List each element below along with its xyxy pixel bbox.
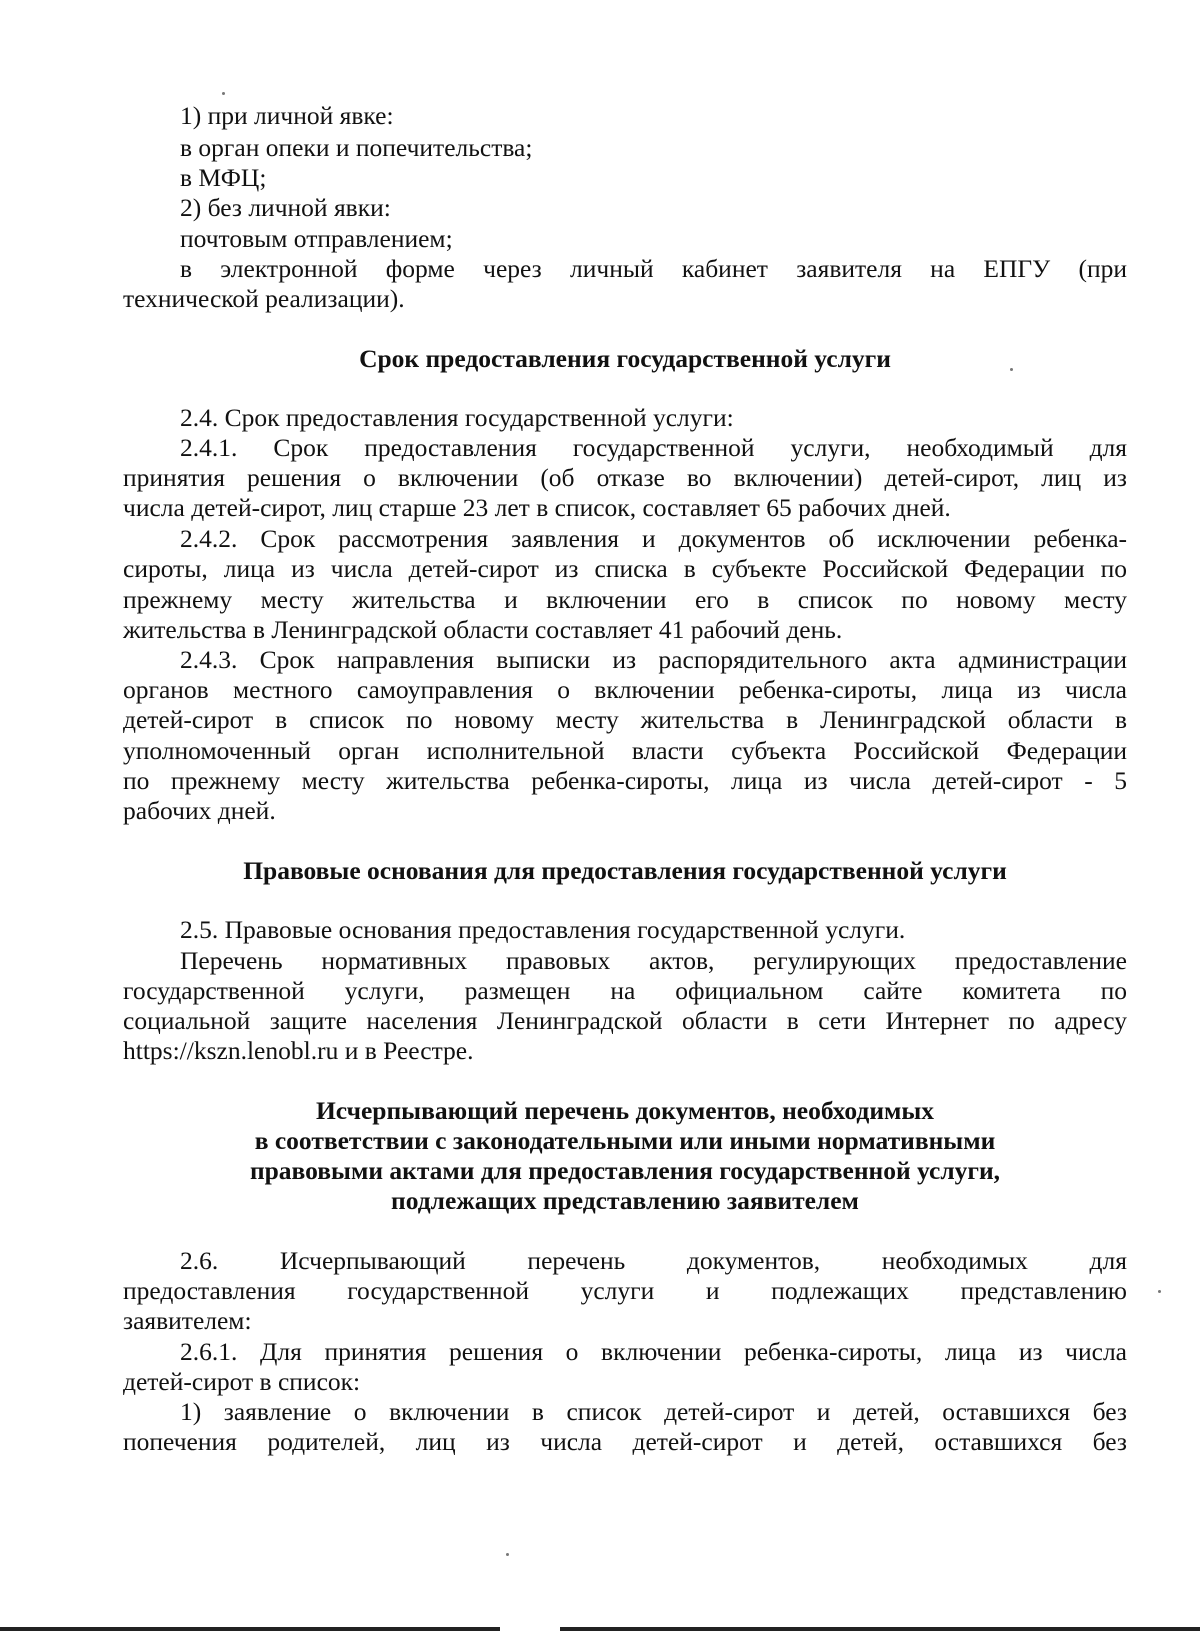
scan-speck	[1010, 368, 1013, 371]
paragraph-line: прежнему месту жительства и включении его в список по новому месту	[123, 585, 1127, 614]
paragraph-line: социальной защите населения Ленинградской области в сети Интернет по адресу	[123, 1006, 1127, 1035]
section-heading-legal-basis: Правовые основания для предоставления государственной услуги	[243, 856, 1007, 885]
paragraph-line: предоставления государственной услуги и подлежащих представлению	[123, 1276, 1127, 1305]
list-item-guardianship-body: в орган опеки и попечительства;	[180, 133, 533, 162]
paragraph-line: по прежнему месту жительства ребенка-сироты, лица из числа детей-сирот - 5	[123, 766, 1127, 795]
list-item-remote: 2) без личной явки:	[180, 193, 391, 222]
paragraph-line: технической реализации).	[123, 284, 405, 313]
paragraph-line: рабочих дней.	[123, 796, 276, 825]
paragraph-line: принятия решения о включении (об отказе во включении) детей-сирот, лиц из	[123, 463, 1127, 492]
paragraph-line: жительства в Ленинградской области составляет 41 рабочий день.	[123, 615, 843, 644]
list-item-post: почтовым отправлением;	[180, 224, 453, 253]
scan-edge-gap	[500, 1627, 560, 1631]
paragraph-line: детей-сирот в список по новому месту жительства в Ленинградской области в	[123, 705, 1127, 734]
paragraph-line: уполномоченный орган исполнительной власти субъекта Российской Федерации	[123, 736, 1127, 765]
paragraph-line: заявителем:	[123, 1306, 252, 1335]
section-heading-documents: в соответствии с законодательными или иными нормативными	[254, 1126, 996, 1155]
section-heading-term: Срок предоставления государственной услуги	[359, 344, 891, 373]
scan-edge-line	[0, 1627, 1200, 1631]
scan-speck	[506, 1553, 509, 1556]
paragraph-line: государственной услуги, размещен на официальном сайте комитета по	[123, 976, 1127, 1005]
paragraph-line: числа детей-сирот, лиц старше 23 лет в список, составляет 65 рабочих дней.	[123, 493, 951, 522]
paragraph-line: 2.5. Правовые основания предоставления государственной услуги.	[180, 915, 906, 944]
paragraph-line: 2.6. Исчерпывающий перечень документов, необходимых для	[180, 1246, 1127, 1275]
section-heading-documents: подлежащих представлению заявителем	[391, 1186, 859, 1215]
list-item-in-person: 1) при личной явке:	[180, 101, 394, 130]
paragraph-line: органов местного самоуправления о включении ребенка-сироты, лица из числа	[123, 675, 1127, 704]
paragraph-line: 2.4.3. Срок направления выписки из распорядительного акта администрации	[180, 645, 1127, 674]
paragraph-line: 2.6.1. Для принятия решения о включении ребенка-сироты, лица из числа	[180, 1337, 1127, 1366]
paragraph-line: попечения родителей, лиц из числа детей-сирот и детей, оставшихся без	[123, 1427, 1127, 1456]
list-item-mfc: в МФЦ;	[180, 163, 267, 192]
scan-speck	[1158, 1290, 1161, 1293]
paragraph-line: в электронной форме через личный кабинет заявителя на ЕПГУ (при	[180, 254, 1127, 283]
paragraph-line: 2.4.2. Срок рассмотрения заявления и документов об исключении ребенка-	[180, 524, 1127, 553]
scan-speck	[222, 92, 225, 95]
paragraph-line: 2.4. Срок предоставления государственной услуги:	[180, 403, 734, 432]
paragraph-line: детей-сирот в список:	[123, 1367, 361, 1396]
paragraph-line: 1) заявление о включении в список детей-сирот и детей, оставшихся без	[180, 1397, 1127, 1426]
paragraph-line: 2.4.1. Срок предоставления государственной услуги, необходимый для	[180, 433, 1127, 462]
paragraph-line: Перечень нормативных правовых актов, регулирующих предоставление	[180, 946, 1127, 975]
section-heading-documents: Исчерпывающий перечень документов, необходимых	[315, 1096, 935, 1125]
section-heading-documents: правовыми актами для предоставления государственной услуги,	[249, 1156, 1001, 1185]
paragraph-line: https://kszn.lenobl.ru и в Реестре.	[123, 1036, 474, 1065]
paragraph-line: сироты, лица из числа детей-сирот из списка в субъекте Российской Федерации по	[123, 554, 1127, 583]
